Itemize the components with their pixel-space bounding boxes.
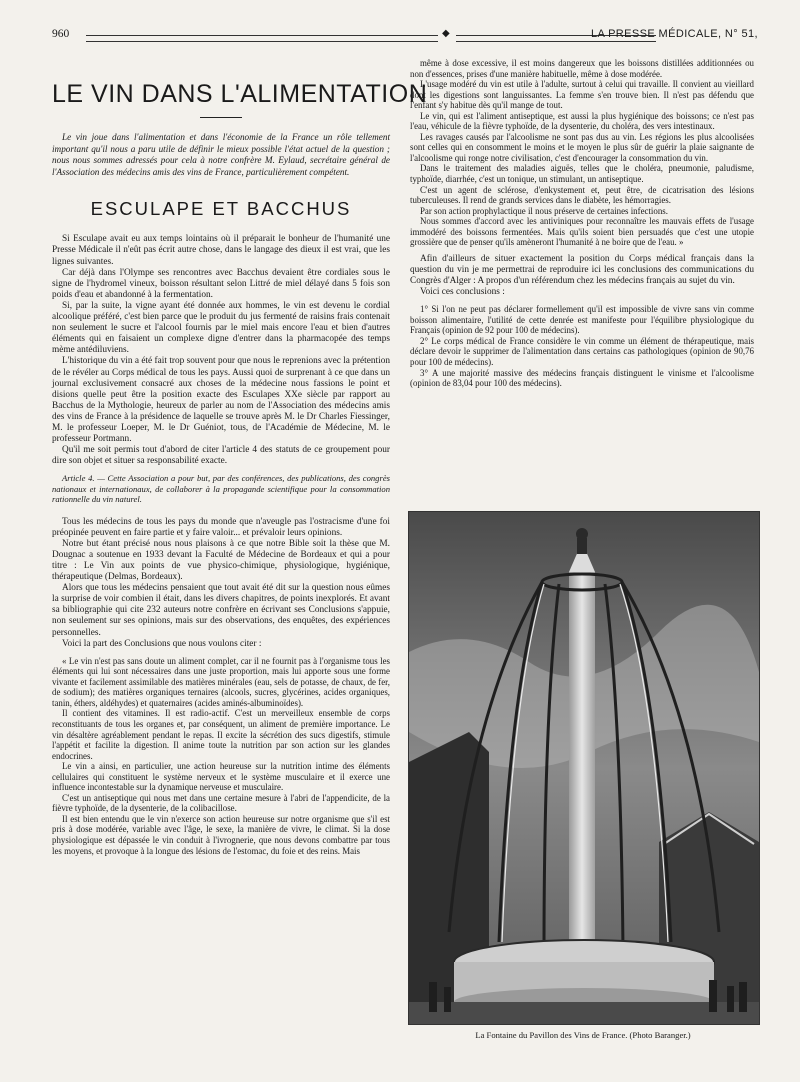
quote-paragraph: C'est un antiseptique qui nous met dans une certaine mesure à l'abri de l'appendicite, de la fièvre typhoïde, de la dysenterie, de la colibacillose. — [52, 792, 390, 814]
figure — [727, 986, 734, 1012]
conclusion-item: 3° A une majorité massive des médecins français distinguent le vinisme et l'alcoolisme (opinion de 83,04 pour 100 des médecins). — [410, 367, 754, 389]
section-title: ESCULAPE ET BACCHUS — [90, 198, 352, 220]
page-header — [52, 28, 758, 44]
article-4-quote: Article 4. — Cette Association a pour but, par des conférences, des publications, des congrès nationaux et internationaux, de collaborer à la propagande scientifique pour la consommation rationnelle du vin naturel. — [52, 473, 390, 505]
body-paragraph: Voici la part des Conclusions que nous voulons citer : — [62, 638, 262, 649]
title-rule — [200, 117, 242, 118]
figure — [739, 982, 747, 1012]
journal-title: LA PRESSE MÉDICALE, N° 51, — [590, 28, 758, 40]
body-paragraph: Si, par la suite, la vigne ayant été donnée aux hommes, le vin est devenu le cordial alcoolique préféré, c'est bien parce que le produit du jus fermenté de raisins frais contenait non seulement le sucre et l'alcool fournis par le miel mais encore l'eau et bien d'autres éléments qui en faisaient un complexe digne d'entrer dans la pharmacopée des temps mème antédiluviens. — [52, 300, 390, 356]
body-paragraph: Alors que tous les médecins pensaient que tout avait été dit sur la question nous eûmes la surprise de voir combien il était, dans les divers chapitres, de points inexplorés. Et avant sa bibliographie qui cite 232 auteurs notre confrère en écrivant ses Conclusions s'appuie, non seulement sur ses opinions, mais sur des observations, des enquêtes, des expériences personnelles. — [52, 583, 390, 638]
photo-caption: La Fontaine du Pavillon des Vins de France. (Photo Baranger.) — [475, 1030, 691, 1040]
intro-paragraph: Le vin joue dans l'alimentation et dans l'économie de la France un rôle tellement important qu'il nous a paru utile de définir le mieux possible l'état actuel de la question ; nous nous sommes adressés pour cela à notre confrère M. Eylaud, secrétaire général de l'Association des médecins amis des vins de France, particulièrement compétent. — [52, 132, 390, 177]
right-column — [410, 58, 754, 389]
quote-paragraph: L'usage modéré du vin est utile à l'adulte, surtout à celui qui travaille. Il convient au vieillard dont les digestions sont languissantes. La femme s'en trouve bien. Il n'est pas défendu que l'enfant s'y habitue dès qu'il mange de tout. — [410, 79, 754, 111]
body-paragraph: Notre but étant précisé nous nous plaisons à ce que notre Bible soit la thèse que M. Dougnac a soutenue en 1933 devant la Faculté de Médecine de Bordeaux et qui a pour titre : Le Vin aux points de vue physico-chimique, physiologique, hygiénique, thérapeutique (Delmas, Bordeaux). — [52, 538, 390, 583]
header-ornament: ◆ — [442, 28, 450, 39]
quote-paragraph: même à dose excessive, il est moins dangereux que les boissons distillées additionnées ou non d'essences, prises d'une manière habituelle, même à dose modérée. — [410, 58, 754, 79]
body-paragraph: Tous les médecins de tous les pays du monde que n'aveugle pas l'ostracisme d'une foi préopinée peuvent en faire partie et y faire valoir... et prévaloir leurs opinions. — [52, 516, 390, 538]
body-paragraph: Qu'il me soit permis tout d'abord de citer l'article 4 des statuts de ce groupement pour dire son objet et situer sa responsabilité exacte. — [52, 445, 390, 467]
fountain-photo — [408, 511, 760, 1025]
body-paragraph: Car déjà dans l'Olympe ses rencontres avec Bacchus devaient être cordiales sous le signe de l'hydromel vineux, boisson résultant selon Littré de miel délayé dans 5 fois son poids d'eau et abandonné à la fermentation. — [52, 267, 390, 300]
article-title: LE VIN DANS L'ALIMENTATION — [52, 80, 428, 108]
statue-body — [577, 538, 587, 554]
body-paragraph: Afin d'ailleurs de situer exactement la position du Corps médical français dans la question du vin je me permettrai de reproduire ici les conclusions des communications du Congrès d'Alger : A propos d'un référendum chez les médecins français au sujet du vin. — [410, 253, 754, 287]
quote-paragraph: Le vin, qui est l'aliment antiseptique, est aussi la plus hygiénique des boissons; ce n'est pas l'eau, véhicule de la fièvre typhoïde, de la dysenterie, du choléra, des vers intestinaux. — [410, 110, 754, 132]
quote-paragraph: « Le vin n'est pas sans doute un aliment complet, car il ne fournit pas à l'organisme tous les éléments qui lui sont nécessaires dans une juste proportion, mais lui apporte sous une forme vivante et facilement assimilable des matières minérales (eau, sels de potasse, de chaux, de fer, de sodium); des matières organiques ternaires (alcools, sucres, glycérines, acides organiques, tanin, éthers, aldéhydes) et quaternaires (acides aminés-albuminoïdes). — [52, 655, 390, 708]
figure — [709, 980, 717, 1012]
fountain-column — [569, 572, 595, 952]
figure — [429, 982, 437, 1012]
left-column — [52, 70, 428, 856]
conclusion-item: 1° Si l'on ne peut pas déclarer formellement qu'il est impossible de vivre sans vin comme boisson alimentaire, l'utilité de cette denrée est manifeste pour l'équilibre physiologique du Français (opinion de 92 pour 100 de médecins). — [410, 304, 754, 336]
quote-paragraph: Il est bien entendu que le vin n'exerce son action heureuse sur notre organisme que s'il est pris à dose modérée, variable avec l'âge, le sexe, la manière de vivre, le climat. Si la dose physiologique est dépassée le vin conduit à l'ivrognerie, que nous devons combattre par tous les moyens, et provoque à la longue des lésions de l'estomac, du foie et des reins. Mais — [52, 813, 390, 856]
quote-paragraph: Nous sommes d'accord avec les antiviniques pour reconnaître les mauvais effets de l'usage immodéré des boissons fermentées. Mais qu'ils soient bien persuadés que c'est une utopie grossière que de penser qu'ils amèneront l'humanité à ne boire que de l'eau. » — [410, 216, 754, 248]
ground — [409, 1002, 759, 1024]
quote-paragraph: Le vin a ainsi, en particulier, une action heureuse sur la nutrition intime des éléments cellulaires qui constituent le système nerveux et le système musculaire et il exerce une influence incontestable sur la dynamique nerveuse et musculaire. — [52, 761, 390, 793]
figure — [444, 987, 451, 1012]
body-paragraph: Si Esculape avait eu aux temps lointains où il préparait le bonheur de l'humanité une Presse Médicale il n'eût pas écrit autre chose, dans le langage des dieux il est vrai, que les lignes suivantes. — [52, 234, 390, 267]
quote-paragraph: Les ravages causés par l'alcoolisme ne sont pas dus au vin. Les régions les plus alcoolisées sont celles qui en consomment le moins et le moyen le plus sûr de guérir la plaie saignante de l'alcoolisme qui ronge notre civilisation, c'est d'encourager la consommation du vin. — [410, 131, 754, 163]
fountain-illustration — [409, 512, 759, 1024]
header-rule-left — [86, 35, 438, 42]
body-paragraph: L'historique du vin a été fait trop souvent pour que nous le reprenions avec la prétention de le révéler au Corps médical de tous les pays. Aussi quoi de surprenant à ce que dans un journal exclusivement consacré aux choses de la médecine nous fassions le point et disions quelle peut être la position exacte des Esculapes XXe siècle par rapport au Bacchus de la Mythologie, heureux de parler au nom de l'Association des médecins amis des vins de France à la présidence de laquelle se trouve après M. le Dr Charles Fiessinger, M. le professeur Loeper, M. le Dr Guéniot, tous, de l'Académie de Médecine, M. le professeur Portmann. — [52, 356, 390, 445]
conclusion-item: 2° Le corps médical de France considère le vin comme un élément de thérapeutique, mais déclare devoir le supprimer de l'alimentation dans certains cas pathologiques (opinion de 90,76 pour 100 de médecins). — [410, 335, 754, 367]
quote-paragraph: Par son action prophylactique il nous préserve de certaines infections. — [420, 205, 668, 216]
quote-paragraph: C'est un agent de sclérose, d'enkystement et, peut être, de cicatrisation des lésions tuberculeuses. Il rend de grands services dans le diabète, les hémorragies. — [410, 184, 754, 206]
quote-paragraph: Il contient des vitamines. Il est radio-actif. C'est un merveilleux ensemble de corps reconstituants de tous les organes et, par conséquent, un aliment de première importance. Le vin désaltère agréablement pendant le repas. Il excite la sécrétion des sucs digestifs, stimule l'appétit et facilite la digestion. Il anime toute la nutrition par son action sur les glandes endocrines. — [52, 708, 390, 761]
page-number: 960 — [52, 28, 70, 40]
quote-paragraph: Dans le traitement des maladies aiguës, telles que le choléra, pneumonie, paludisme, typhoïde, diarrhée, c'est un tonique, un stimulant, un antiseptique. — [410, 163, 754, 185]
body-paragraph: Voici ces conclusions : — [420, 287, 505, 298]
